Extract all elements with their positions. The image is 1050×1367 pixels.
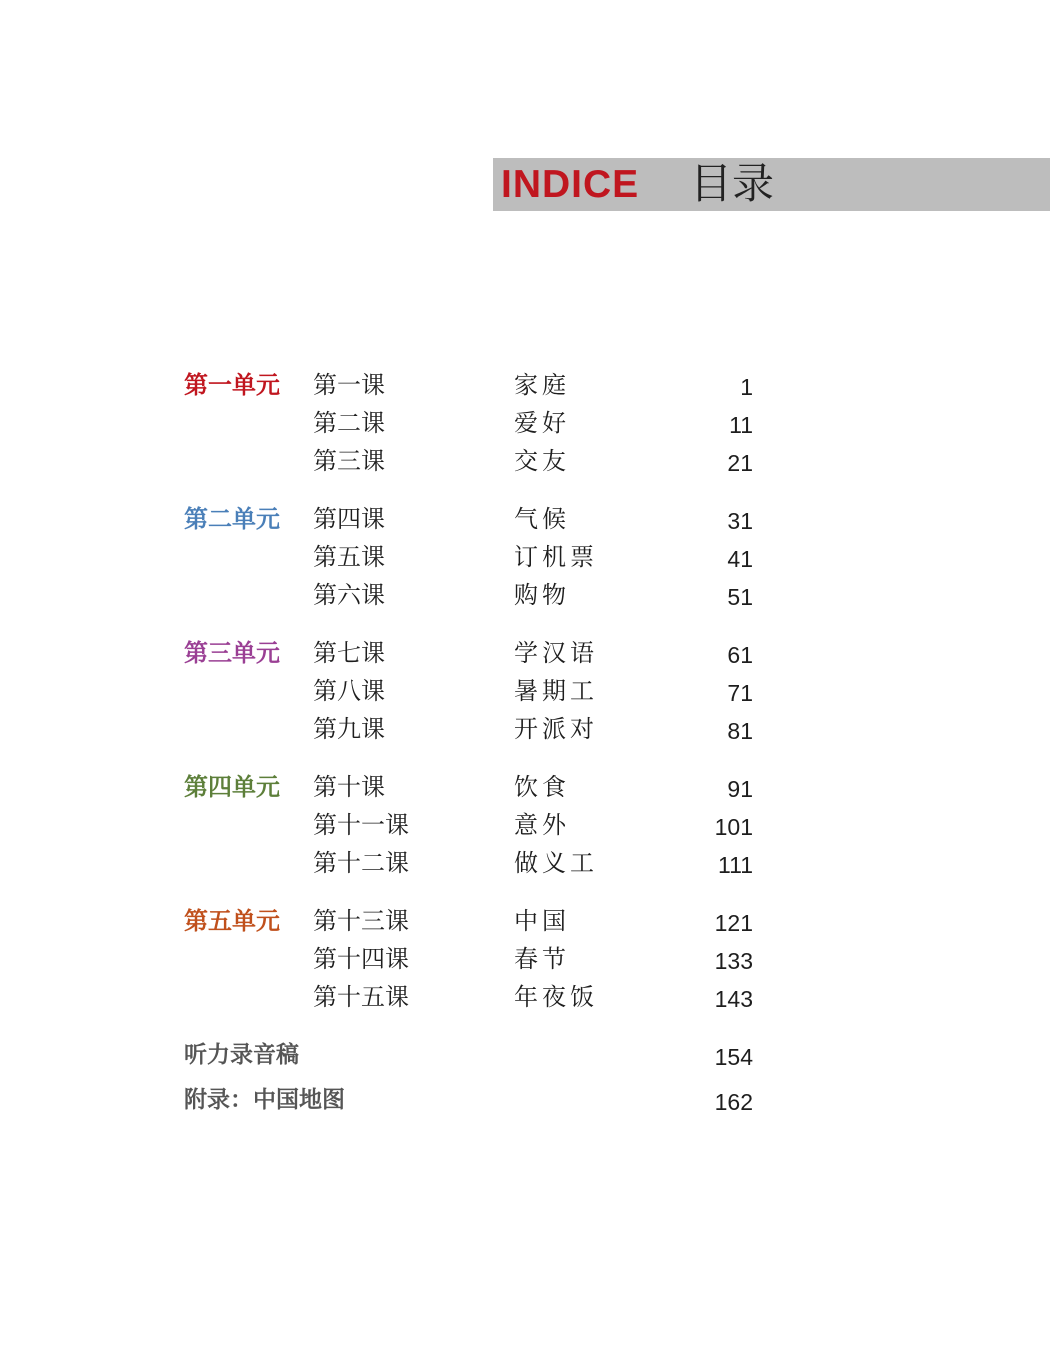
toc-row[interactable]	[0, 848, 1050, 886]
lesson-number: 第七课	[313, 639, 385, 667]
lesson-topic: 开派对	[514, 715, 598, 743]
lesson-number: 第十五课	[313, 983, 409, 1011]
lesson-topic: 购物	[514, 581, 570, 609]
lesson-number: 第一课	[313, 371, 385, 399]
page-number: 31	[727, 508, 753, 534]
toc-row[interactable]	[0, 714, 1050, 752]
lesson-number: 第九课	[313, 715, 385, 743]
page-number: 162	[714, 1089, 753, 1115]
index-title-chinese: 目录	[690, 159, 775, 208]
page-number: 21	[727, 450, 753, 476]
extra-label: 附录：中国地图	[184, 1087, 345, 1113]
toc-row[interactable]	[0, 446, 1050, 484]
lesson-topic: 中国	[514, 907, 570, 935]
page-number: 143	[714, 986, 753, 1012]
lesson-topic: 家庭	[514, 371, 570, 399]
lesson-number: 第十二课	[313, 849, 409, 877]
page-number: 1	[740, 374, 753, 400]
unit-label: 第一单元	[184, 371, 280, 399]
page-number: 121	[714, 910, 753, 936]
toc-row[interactable]	[0, 676, 1050, 714]
toc-row[interactable]	[0, 408, 1050, 446]
extra-label: 听力录音稿	[184, 1042, 299, 1068]
lesson-topic: 气候	[514, 505, 570, 533]
lesson-topic: 年夜饭	[514, 983, 598, 1011]
unit-label: 第三单元	[184, 639, 280, 667]
toc-row[interactable]	[0, 580, 1050, 618]
lesson-topic: 做义工	[514, 849, 598, 877]
page-number: 81	[727, 718, 753, 744]
toc-row[interactable]	[0, 370, 1050, 408]
lesson-topic: 交友	[514, 447, 570, 475]
lesson-topic: 春节	[514, 945, 570, 973]
unit-label: 第五单元	[184, 907, 280, 935]
page-number: 61	[727, 642, 753, 668]
toc-row-appendix-map[interactable]	[0, 1085, 1050, 1123]
unit-label: 第四单元	[184, 773, 280, 801]
toc-row[interactable]	[0, 810, 1050, 848]
page-number: 51	[727, 584, 753, 610]
index-title-latin: INDICE	[501, 163, 640, 206]
lesson-topic: 爱好	[514, 409, 570, 437]
toc-row[interactable]	[0, 906, 1050, 944]
lesson-topic: 订机票	[514, 543, 598, 571]
lesson-number: 第六课	[313, 581, 385, 609]
page-number: 71	[727, 680, 753, 706]
lesson-topic: 学汉语	[514, 639, 598, 667]
lesson-number: 第二课	[313, 409, 385, 437]
toc-row[interactable]	[0, 772, 1050, 810]
page-number: 154	[714, 1044, 753, 1070]
toc-row[interactable]	[0, 542, 1050, 580]
page-number: 101	[714, 814, 753, 840]
toc-row[interactable]	[0, 504, 1050, 542]
lesson-number: 第五课	[313, 543, 385, 571]
toc-row[interactable]	[0, 638, 1050, 676]
lesson-topic: 饮食	[514, 773, 570, 801]
lesson-topic: 暑期工	[514, 677, 598, 705]
toc-row[interactable]	[0, 982, 1050, 1020]
lesson-number: 第十三课	[313, 907, 409, 935]
lesson-number: 第十一课	[313, 811, 409, 839]
toc-row[interactable]	[0, 944, 1050, 982]
page-number: 11	[729, 412, 753, 438]
lesson-number: 第十课	[313, 773, 385, 801]
lesson-number: 第三课	[313, 447, 385, 475]
unit-label: 第二单元	[184, 505, 280, 533]
lesson-number: 第四课	[313, 505, 385, 533]
page-number: 91	[727, 776, 753, 802]
toc-row-listening-transcripts[interactable]	[0, 1040, 1050, 1078]
page-number: 41	[727, 546, 753, 572]
lesson-number: 第十四课	[313, 945, 409, 973]
lesson-number: 第八课	[313, 677, 385, 705]
lesson-topic: 意外	[514, 811, 570, 839]
page-number: 111	[718, 852, 753, 878]
page-number: 133	[714, 948, 753, 974]
